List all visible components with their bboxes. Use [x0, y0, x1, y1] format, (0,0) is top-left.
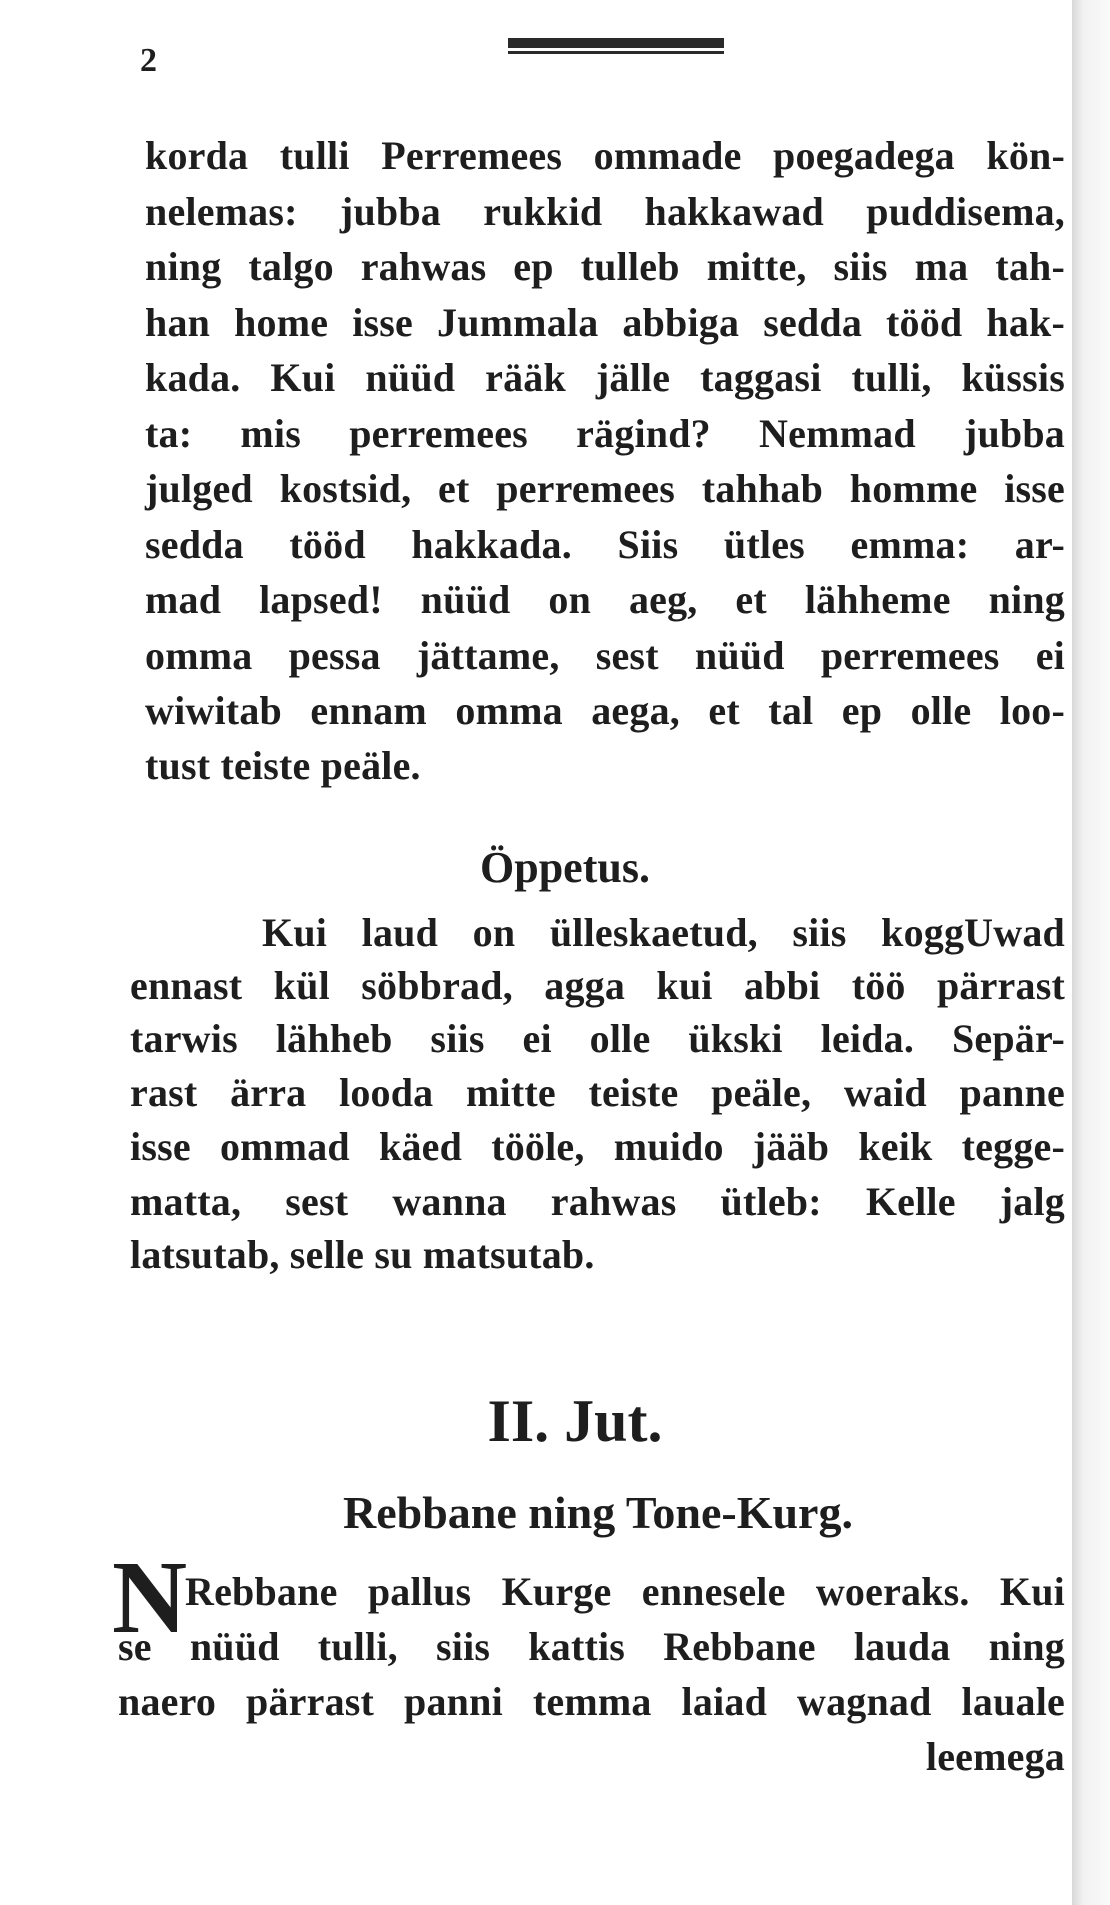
chapter-title: Rebbane ning Tone-Kurg. [343, 1487, 853, 1538]
text-line: Kui laud on ülleskaetud, siis koggUwad [262, 910, 1065, 955]
section-heading-oppetus: Öppetus. [480, 843, 650, 892]
chapter-number: II. Jut. [487, 1388, 663, 1454]
header-rule-thin [508, 51, 724, 54]
text-line: ning talgo rahwas ep tulleb mitte, siis ma tah- [145, 244, 1065, 289]
drop-cap: N [112, 1540, 188, 1655]
text-line: tarwis lähheb siis ei olle ükski leida. Sepär- [130, 1016, 1065, 1061]
text-line: ta: mis perremees rägind? Nemmad jubba [145, 411, 1065, 456]
text-line: mad lapsed! nüüd on aeg, et lähheme ning [145, 577, 1065, 622]
text-line: sedda tööd hakkada. Siis ütles emma: ar- [145, 522, 1065, 567]
text-line: nelemas: jubba rukkid hakkawad puddisema, [145, 189, 1065, 234]
text-line: matta, sest wanna rahwas ütleb: Kelle jalg [130, 1179, 1065, 1224]
catchword: leemega [925, 1734, 1065, 1779]
text-line: rast ärra looda mitte teiste peäle, waid panne [130, 1070, 1065, 1115]
header-rule [508, 38, 724, 48]
text-line: wiwitab ennam omma aega, et tal ep olle loo- [145, 688, 1065, 733]
text-line: ennast kül söbbrad, agga kui abbi töö pärrast [130, 963, 1065, 1008]
text-line: omma pessa jättame, sest nüüd perremees ei [145, 633, 1065, 678]
text-line: se nüüd tulli, siis kattis Rebbane lauda ning [118, 1624, 1065, 1669]
text-line: isse ommad käed tööle, muido jääb keik tegge- [130, 1124, 1065, 1169]
page-number: 2 [140, 42, 157, 79]
text-line: latsutab, selle su matsutab. [130, 1232, 595, 1277]
text-line: tust teiste peäle. [145, 743, 421, 788]
page-edge-shadow [1072, 0, 1110, 1905]
text-line: korda tulli Perremees ommade poegadega kön- [145, 133, 1065, 178]
text-line: julged kostsid, et perremees tahhab homme isse [145, 466, 1065, 511]
text-line: naero pärrast panni temma laiad wagnad lauale [118, 1679, 1065, 1724]
text-line: Rebbane pallus Kurge ennesele woeraks. Kui [185, 1569, 1065, 1614]
text-line: han home isse Jummala abbiga sedda tööd hak- [145, 300, 1065, 345]
text-line: kada. Kui nüüd rääk jälle taggasi tulli, küssis [145, 355, 1065, 400]
